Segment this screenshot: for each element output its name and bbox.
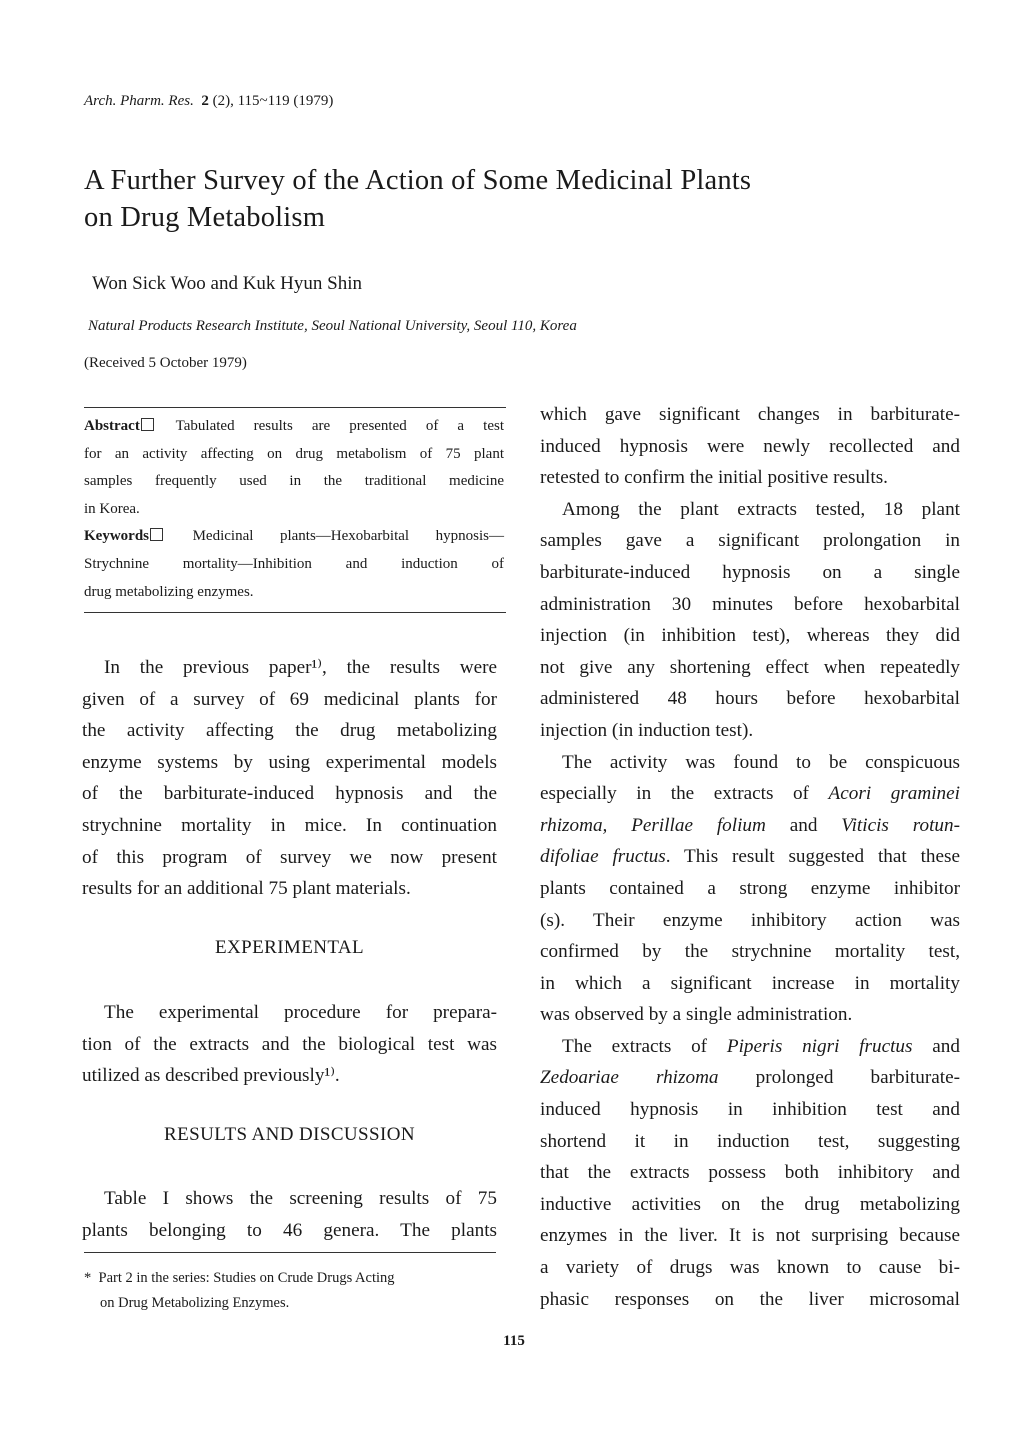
title-line: A Further Survey of the Action of Some Medicinal Plants xyxy=(84,165,752,196)
text-segment: in which a significant increase in mortality xyxy=(540,972,960,994)
text-line xyxy=(82,684,497,716)
text-segment: injection (in inhibition test), whereas they did xyxy=(540,625,960,647)
text-line xyxy=(540,1031,960,1063)
text-segment: and xyxy=(765,814,842,836)
keywords-text: Strychnine mortality—Inhibition and induction of xyxy=(84,555,504,572)
text-segment: not give any shortening effect when repeatedly xyxy=(540,656,960,678)
text-line xyxy=(540,1220,960,1252)
text-segment: Among the plant extracts tested, 18 plant xyxy=(562,498,960,520)
text-line xyxy=(540,1284,960,1316)
text-line xyxy=(540,557,960,589)
abstract-bottom-rule xyxy=(84,612,506,613)
issue-pages-year: (2), 115~119 (1979) xyxy=(212,93,334,109)
text-line xyxy=(540,778,960,810)
text-segment: was observed by a single administration. xyxy=(540,1004,853,1026)
text-line xyxy=(540,1126,960,1158)
text-segment: The experimental procedure for prepara- xyxy=(104,1002,497,1023)
text-line xyxy=(82,873,497,905)
text-line xyxy=(540,1094,960,1126)
text-segment: strychnine mortality in mice. In continuation xyxy=(82,814,497,836)
abstract-block xyxy=(84,413,504,606)
text-line xyxy=(82,1183,497,1215)
footnote-rule xyxy=(84,1252,496,1253)
text-line xyxy=(82,997,497,1029)
experimental-paragraph xyxy=(82,997,497,1092)
text-line xyxy=(540,462,960,494)
text-line xyxy=(540,1189,960,1221)
journal-citation xyxy=(84,93,333,110)
italic-species-name: Piperis nigri fructus xyxy=(726,1035,913,1057)
text-line xyxy=(540,494,960,526)
box-symbol-icon xyxy=(141,418,154,431)
text-segment: injection (in induction test). xyxy=(540,719,754,741)
text-segment: The activity was found to be conspicuous xyxy=(562,751,960,773)
text-segment: especially in the extracts of xyxy=(540,783,829,805)
keywords-label: Keywords xyxy=(84,528,149,545)
italic-species-name: Acori graminei xyxy=(828,783,960,805)
text-line xyxy=(540,715,960,747)
text-segment: inductive activities on the drug metabolizing xyxy=(540,1193,960,1215)
text-segment: administered 48 hours before hexobarbital xyxy=(540,688,960,710)
page-number: 115 xyxy=(503,1333,525,1349)
text-segment: barbiturate-induced hypnosis on a single xyxy=(540,561,960,583)
text-line xyxy=(540,1252,960,1284)
abstract-text: for an activity affecting on drug metabolism of 75 plant xyxy=(84,445,504,462)
text-segment: plants belonging to 46 genera. The plants xyxy=(82,1219,497,1241)
text-line xyxy=(82,652,497,684)
text-line xyxy=(82,778,497,810)
text-line xyxy=(540,589,960,621)
text-segment: given of a survey of 69 medicinal plants for xyxy=(82,688,497,710)
text-segment: the activity affecting the drug metabolizing xyxy=(82,720,497,742)
text-line xyxy=(540,399,960,431)
journal-name: Arch. Pharm. Res. xyxy=(84,93,194,109)
italic-species-name: Viticis rotun- xyxy=(841,814,960,836)
text-line xyxy=(82,747,497,779)
affiliation: Natural Products Research Institute, Seoul National University, Seoul 110, Korea xyxy=(88,318,577,334)
paper-title xyxy=(84,162,751,236)
section-heading-experimental: EXPERIMENTAL xyxy=(215,937,364,958)
abstract-label: Abstract xyxy=(84,418,140,434)
text-line xyxy=(540,431,960,463)
intro-paragraph xyxy=(82,652,497,905)
text-line xyxy=(540,841,960,873)
text-line xyxy=(82,810,497,842)
text-line xyxy=(540,1062,960,1094)
section-heading-results: RESULTS AND DISCUSSION xyxy=(164,1124,415,1145)
text-segment: plants contained a strong enzyme inhibitor xyxy=(540,877,960,899)
right-column xyxy=(540,399,960,1315)
text-segment: utilized as described previously¹⁾. xyxy=(82,1065,340,1087)
footnote-marker: * xyxy=(84,1270,92,1286)
text-segment: induced hypnosis in inhibition test and xyxy=(540,1099,960,1121)
text-line xyxy=(540,905,960,937)
text-line xyxy=(540,525,960,557)
text-line xyxy=(82,842,497,874)
text-line xyxy=(540,747,960,779)
text-segment: phasic responses on the liver microsomal xyxy=(540,1288,960,1310)
italic-species-name: difoliae fructus xyxy=(540,846,666,868)
text-segment: Table I shows the screening results of 75 xyxy=(104,1188,497,1209)
abstract-text: in Korea. xyxy=(84,500,140,517)
text-line xyxy=(82,715,497,747)
text-line xyxy=(540,810,960,842)
text-segment: of the barbiturate-induced hypnosis and the xyxy=(82,783,497,805)
abstract-text: Tabulated results are presented of a test xyxy=(175,418,504,434)
text-line xyxy=(540,968,960,1000)
text-segment: prolonged barbiturate- xyxy=(718,1067,960,1089)
volume: 2 xyxy=(201,93,209,109)
italic-species-name: rhizoma, Perillae folium xyxy=(540,814,766,836)
text-line xyxy=(540,652,960,684)
footnote xyxy=(84,1266,504,1316)
text-line xyxy=(82,1215,497,1247)
text-segment: enzymes in the liver. It is not surprising because xyxy=(540,1225,960,1247)
text-segment: tion of the extracts and the biological test was xyxy=(82,1033,497,1055)
text-line xyxy=(540,999,960,1031)
text-segment: (s). Their enzyme inhibitory action was xyxy=(540,909,960,931)
text-line xyxy=(540,620,960,652)
text-segment: enzyme systems by using experimental models xyxy=(82,751,497,773)
text-segment: . This result suggested that these xyxy=(665,846,961,868)
footnote-text: Part 2 in the series: Studies on Crude Drugs Acting xyxy=(98,1270,395,1286)
text-segment: and xyxy=(912,1035,960,1057)
keywords-text: drug metabolizing enzymes. xyxy=(84,583,254,600)
text-segment: which gave significant changes in barbiturate- xyxy=(540,404,960,425)
received-date: (Received 5 October 1979) xyxy=(84,355,247,371)
italic-species-name: Zedoariae rhizoma xyxy=(540,1067,719,1089)
text-segment: retested to confirm the initial positive results. xyxy=(540,467,888,489)
text-segment: administration 30 minutes before hexobarbital xyxy=(540,593,960,615)
authors: Won Sick Woo and Kuk Hyun Shin xyxy=(92,273,362,294)
text-line xyxy=(540,683,960,715)
text-line xyxy=(82,1060,497,1092)
box-symbol-icon xyxy=(150,528,163,541)
text-line xyxy=(540,936,960,968)
text-line xyxy=(540,873,960,905)
text-segment: induced hypnosis were newly recollected and xyxy=(540,435,960,457)
text-segment: In the previous paper¹⁾, the results were xyxy=(104,657,497,678)
text-segment: shortend it in induction test, suggesting xyxy=(540,1130,960,1152)
footnote-text: on Drug Metabolizing Enzymes. xyxy=(100,1295,290,1311)
text-segment: results for an additional 75 plant materials. xyxy=(82,878,411,900)
text-segment: The extracts of xyxy=(562,1035,727,1057)
text-segment: a variety of drugs was known to cause bi- xyxy=(540,1257,960,1279)
text-segment: that the extracts possess both inhibitory and xyxy=(540,1162,960,1184)
text-line xyxy=(82,1029,497,1061)
keywords-text: Medicinal plants—Hexobarbital hypnosis— xyxy=(192,528,505,545)
abstract-text: samples frequently used in the traditional medicine xyxy=(84,473,504,490)
text-segment: of this program of survey we now present xyxy=(82,846,497,868)
text-line xyxy=(540,1157,960,1189)
text-segment: samples gave a significant prolongation in xyxy=(540,530,960,552)
results-paragraph xyxy=(82,1183,497,1246)
abstract-top-rule xyxy=(84,407,506,408)
text-segment: confirmed by the strychnine mortality test, xyxy=(540,941,960,963)
title-line: on Drug Metabolism xyxy=(84,202,326,233)
